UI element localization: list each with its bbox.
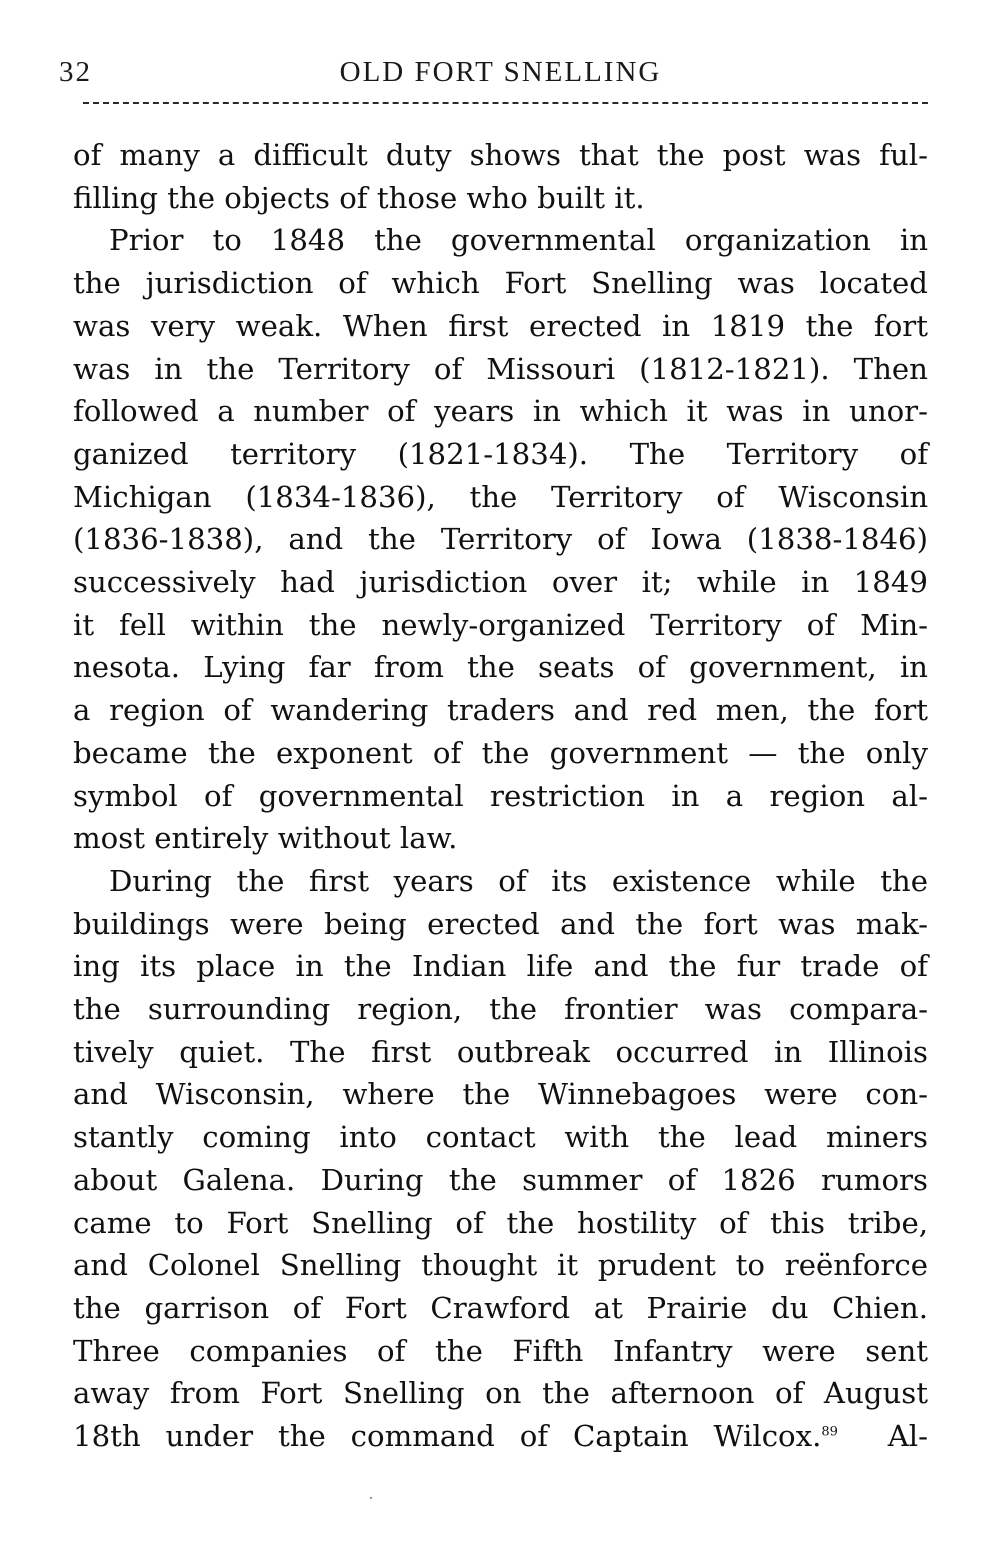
print-speck	[370, 1497, 372, 1499]
text-line: buildings were being erected and the fort was mak-	[73, 906, 928, 941]
text-line: successively had jurisdiction over it; while in 1849	[73, 565, 928, 600]
header-rule	[83, 102, 928, 104]
text-line: about Galena. During the summer of 1826 rumors	[73, 1162, 928, 1197]
text-line: tively quiet. The first outbreak occurred in Illinois	[73, 1034, 928, 1069]
text-line: nesota. Lying far from the seats of government, in	[73, 650, 928, 685]
running-head	[59, 50, 928, 94]
text-line: most entirely without law.	[73, 821, 458, 856]
text-line: followed a number of years in which it was in unor-	[73, 394, 928, 429]
text-line: Three companies of the Fifth Infantry were sent	[73, 1333, 928, 1368]
text-line: away from Fort Snelling on the afternoon of August	[73, 1376, 928, 1411]
text-line: came to Fort Snelling of the hostility of this tribe,	[73, 1205, 928, 1240]
page-number: 32	[59, 56, 92, 88]
text-line: stantly coming into contact with the lead miners	[73, 1120, 928, 1155]
text-line: symbol of governmental restriction in a region al-	[73, 778, 928, 813]
text-line: the jurisdiction of which Fort Snelling was located	[73, 266, 928, 301]
body-text	[73, 134, 928, 1458]
text-line: the surrounding region, the frontier was compara-	[73, 992, 928, 1027]
text-line: of many a difficult duty shows that the post was ful-	[73, 138, 928, 172]
footnote-reference: 89	[821, 1424, 838, 1440]
text-line: and Colonel Snelling thought it prudent to reënforce	[73, 1248, 928, 1283]
text-line: (1836-1838), and the Territory of Iowa (1838-1846)	[73, 522, 928, 557]
text-line: Michigan (1834-1836), the Territory of Wisconsin	[73, 479, 928, 514]
text-line: filling the objects of those who built it.	[73, 180, 645, 215]
text-line: it fell within the newly-organized Territory of Min-	[73, 607, 928, 642]
text-line: During the first years of its existence while the	[109, 863, 928, 898]
last-text-line	[73, 1415, 928, 1458]
text-line: and Wisconsin, where the Winnebagoes were con-	[73, 1077, 928, 1112]
book-page	[59, 50, 928, 1454]
text-line: became the exponent of the government — the only	[73, 735, 928, 770]
text-fragment: 18th under the command of Captain Wilcox.	[73, 1419, 822, 1454]
text-line: was very weak. When first erected in 1819 the fort	[73, 308, 928, 343]
text-line: was in the Territory of Missouri (1812-1821). Then	[73, 351, 928, 386]
text-line: ing its place in the Indian life and the fur trade of	[73, 949, 928, 984]
text-line: the garrison of Fort Crawford at Prairie du Chien.	[73, 1290, 928, 1325]
text-fragment: Al-	[887, 1419, 928, 1454]
text-line: a region of wandering traders and red men, the fort	[73, 693, 928, 728]
text-line: ganized territory (1821-1834). The Territory of	[73, 436, 928, 471]
running-head-title: OLD FORT SNELLING	[339, 56, 662, 88]
text-line: Prior to 1848 the governmental organization in	[109, 223, 928, 258]
